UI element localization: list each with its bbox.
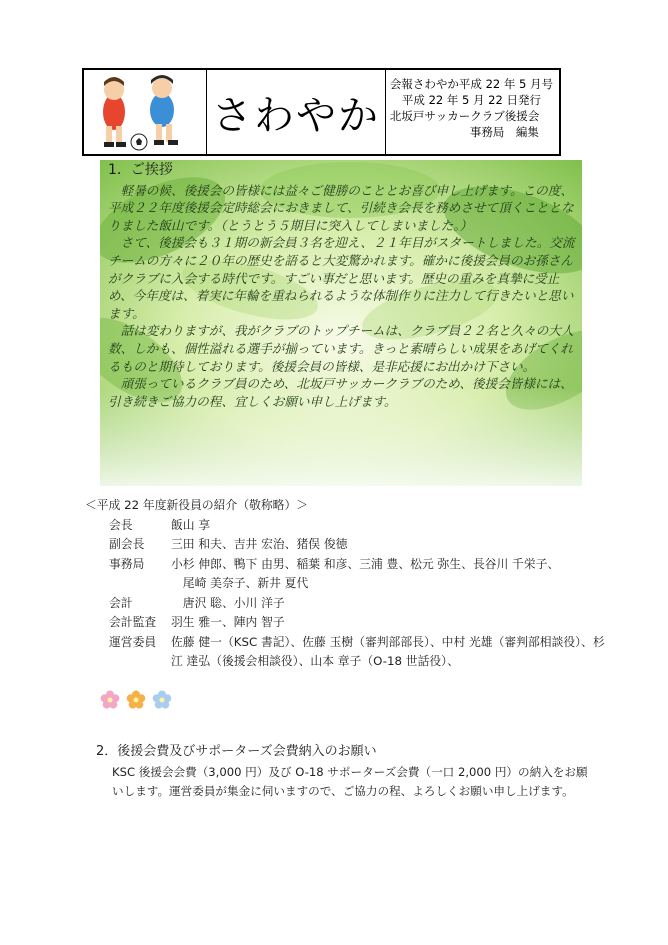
officer-role: 会計監査 <box>109 615 157 629</box>
blue-flower-icon <box>152 690 172 710</box>
officer-role: 会計 <box>109 595 133 610</box>
greeting-paragraph: 話は変わりますが、我がクラブのトップチームは、クラブ員２２名と久々の大人数、しかも、個性溢れる選手が揃っています。きっと素晴らしい成果をあげてくれるものと期待しております。後援会員の皆様、是非応援にお出かけ下さい。 <box>108 323 574 374</box>
greeting-paragraph: さて、後援会も３１期の新会員３名を迎え、２１年目がスタートしました。交流チームの方々に２０年の歴史を語ると大変驚かれます。確かに後援会員のお孫さんがクラブに入会する時代です。すごい事だと思います。歴史の重みを真摯に受止め、今年度は、着実に年輪を重ねられるような体制作りに注力して行きたいと思います。 <box>108 235 575 321</box>
greeting-heading: 1．ご挨拶 <box>108 162 173 178</box>
fee-request-heading: 2．後援会費及びサポーターズ会費納入のお願い <box>96 744 377 759</box>
greeting-paragraph: 頑張っているクラブ員のため、北坂戸サッカークラブのため、後援会皆様には、引き続きご協力の程、宜しくお願い申し上げます。 <box>108 376 573 409</box>
officer-row <box>95 594 605 614</box>
publisher: 北坂戸サッカークラブ後援会 <box>389 109 540 123</box>
soccer-kids-illustration <box>84 70 207 154</box>
officers-title: ＜平成 22 年度新役員の紹介（敬称略）＞ <box>85 498 309 512</box>
officer-names: 小杉 伸郎、鴨下 由男、稲葉 和彦、三浦 豊、松元 弥生、長谷川 千栄子、 <box>171 556 560 571</box>
officer-names: 佐藤 健一（KSC 書記）、佐藤 玉樹（審判部部長）、中村 光雄（審判部相談役）、杉江 達弘（後援会相談役）、山本 章子（O-18 世話役）、 <box>171 634 605 668</box>
issue-line: 会報さわやか平成 22 年 5 月号 <box>389 77 553 91</box>
officer-row <box>95 535 605 555</box>
fee-request-body: KSC 後援会会費（3,000 円）及び O-18 サポーターズ会費（一口 2,000 円）の納入をお願いします。運営委員が集金に伺いますので、ご協力の程、よろしくお願い申し上げます。 <box>112 765 588 798</box>
officer-row <box>95 613 605 633</box>
greeting-paragraph: 軽暑の候、後援会の皆様には益々ご健勝のこととお喜び申し上げます。この度、平成２２年度後援会定時総会におきまして、引続き会長を務めさせて頂くこととなりました飯山です。（とうとう５期目に突入してしまいました。） <box>108 182 574 233</box>
greeting-section <box>100 160 582 486</box>
officer-names: 羽生 雅一、陣内 智子 <box>171 615 285 629</box>
officer-names: 唐沢 聡、小川 洋子 <box>171 595 285 610</box>
issue-info <box>386 70 559 154</box>
flower-divider <box>100 690 172 710</box>
newsletter-header <box>82 68 561 156</box>
editor: 事務局 編集 <box>469 125 539 139</box>
officer-row <box>95 633 605 672</box>
officer-row <box>95 516 605 536</box>
officer-role: 運営委員 <box>109 634 157 649</box>
newsletter-title-cell <box>207 70 386 154</box>
greeting-text <box>108 162 578 410</box>
orange-flower-icon <box>126 690 146 710</box>
officer-role: 会長 <box>109 517 133 532</box>
officer-row <box>95 555 605 575</box>
newsletter-title: さわやか <box>212 92 381 139</box>
officer-role: 副会長 <box>109 537 145 551</box>
officer-role: 事務局 <box>109 556 145 571</box>
officers-section <box>85 496 605 672</box>
officer-names: 飯山 享 <box>171 517 211 532</box>
officer-names: 尾崎 美奈子、新井 夏代 <box>171 576 309 590</box>
officer-row <box>95 574 605 594</box>
issue-date: 平成 22 年 5 月 22 日発行 <box>401 93 541 107</box>
pink-flower-icon <box>100 690 120 710</box>
officer-role <box>109 574 171 594</box>
fee-request-section <box>96 740 596 801</box>
officer-names: 三田 和夫、吉井 宏治、猪俣 俊徳 <box>171 537 348 551</box>
